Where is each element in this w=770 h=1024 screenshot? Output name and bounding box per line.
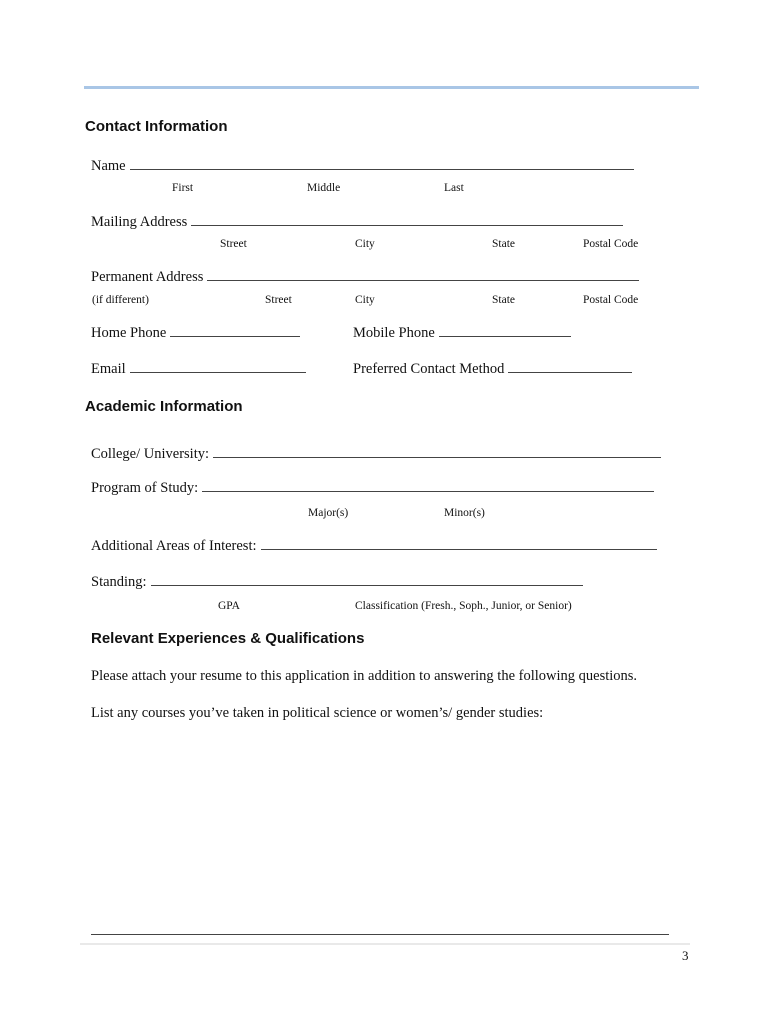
program-sub-minor: Minor(s): [444, 507, 485, 519]
college-label: College/ University:: [91, 446, 209, 462]
mailing-sub-state: State: [492, 238, 515, 250]
program-label: Program of Study:: [91, 480, 199, 496]
mobile-phone-label: Mobile Phone: [353, 325, 435, 341]
program-sub-major: Major(s): [308, 507, 349, 519]
permanent-label: Permanent Address: [91, 269, 204, 285]
college-row: [91, 445, 661, 463]
mailing-label: Mailing Address: [91, 214, 188, 230]
permanent-row: [91, 268, 639, 286]
permanent-sub-street: Street: [265, 294, 292, 306]
program-field[interactable]: [202, 479, 654, 492]
home-phone-row: [91, 324, 300, 342]
mailing-field[interactable]: [191, 213, 623, 226]
academic-heading: Academic Information: [85, 398, 243, 415]
name-field[interactable]: [130, 157, 634, 170]
email-field[interactable]: [130, 360, 306, 373]
name-sub-middle: Middle: [307, 182, 341, 194]
permanent-field[interactable]: [207, 268, 639, 281]
program-row: [91, 479, 654, 497]
standing-label: Standing:: [91, 574, 147, 590]
additional-field[interactable]: [261, 537, 657, 550]
additional-row: [91, 537, 657, 555]
standing-row: [91, 573, 583, 591]
permanent-sub-note: (if different): [92, 294, 149, 306]
college-field[interactable]: [213, 445, 661, 458]
permanent-sub-city: City: [355, 294, 375, 306]
standing-field[interactable]: [151, 573, 583, 586]
courses-prompt: List any courses you’ve taken in political science or women’s/ gender studies:: [91, 705, 544, 721]
email-label: Email: [91, 361, 126, 377]
mailing-row: [91, 213, 623, 231]
mailing-sub-postal: Postal Code: [583, 238, 639, 250]
top-rule: [84, 86, 699, 89]
preferred-contact-label: Preferred Contact Method: [353, 361, 505, 377]
standing-sub-gpa: GPA: [218, 600, 240, 612]
name-sub-last: Last: [444, 182, 464, 194]
email-row: [91, 360, 306, 378]
resume-note: Please attach your resume to this application in addition to answering the following questions.: [91, 668, 638, 684]
experience-heading: Relevant Experiences & Qualifications: [91, 630, 365, 647]
preferred-contact-row: [353, 360, 632, 378]
mailing-sub-city: City: [355, 238, 375, 250]
permanent-sub-state: State: [492, 294, 515, 306]
page-number: 3: [682, 948, 689, 963]
name-row: [91, 157, 634, 175]
standing-sub-classification: Classification (Fresh., Soph., Junior, or Senior): [355, 600, 572, 612]
home-phone-field[interactable]: [170, 324, 300, 337]
footer-rule: [80, 943, 690, 945]
mobile-phone-row: [353, 324, 571, 342]
preferred-contact-field[interactable]: [508, 360, 632, 373]
permanent-sub-postal: Postal Code: [583, 294, 639, 306]
home-phone-label: Home Phone: [91, 325, 167, 341]
mailing-sub-street: Street: [220, 238, 247, 250]
name-label: Name: [91, 158, 126, 174]
courses-answer-line[interactable]: [91, 922, 669, 935]
additional-label: Additional Areas of Interest:: [91, 538, 257, 554]
name-sub-first: First: [172, 182, 194, 194]
mobile-phone-field[interactable]: [439, 324, 571, 337]
contact-heading: Contact Information: [85, 118, 228, 135]
